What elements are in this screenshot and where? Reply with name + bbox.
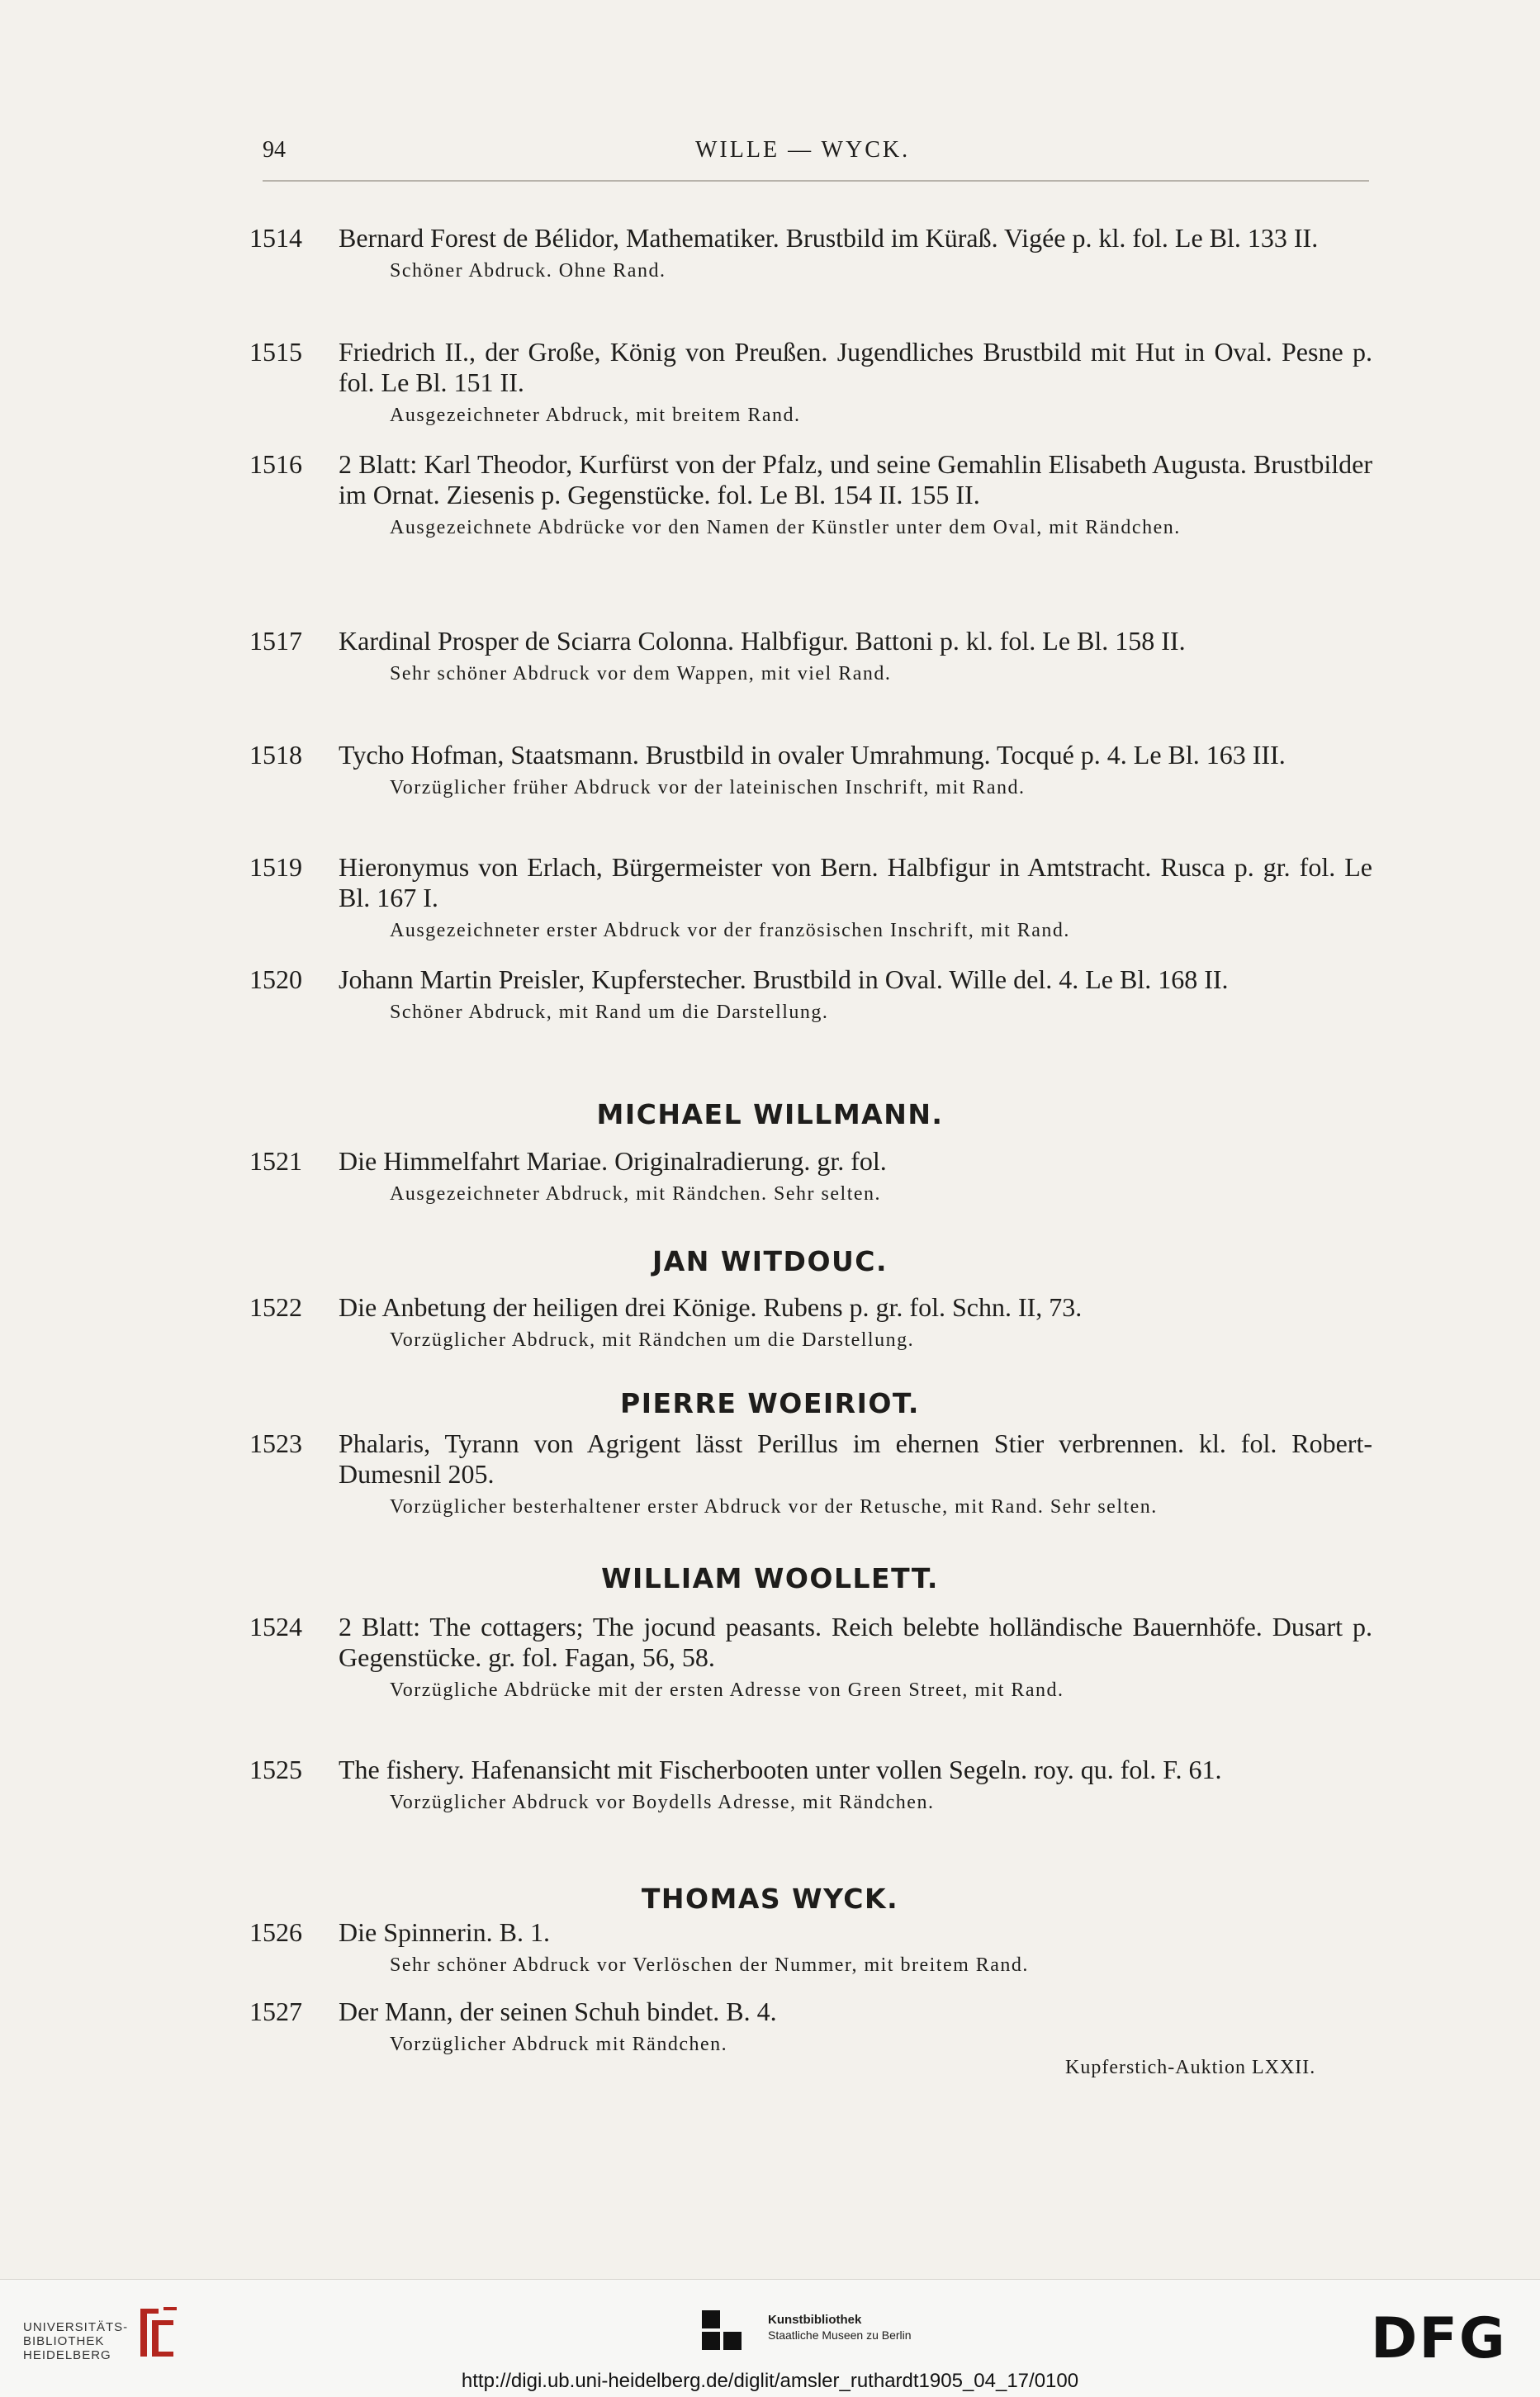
ub-line: UNIVERSITÄTS- [23, 2320, 129, 2334]
lot-number: 1524 [249, 1612, 302, 1641]
lot-text: The fishery. Hafenansicht mit Fischerbooten unter vollen Segeln. roy. qu. fol. F. 61. [339, 1755, 1222, 1784]
lot-1522 [249, 1292, 1372, 1354]
lot-note: Vorzüglicher besterhaltener erster Abdruck vor der Retusche, mit Rand. Sehr selten. [390, 1496, 1158, 1518]
lot-1525 [249, 1755, 1372, 1817]
catalogue-footer: Kupferstich-Auktion LXXII. [1065, 2057, 1316, 2078]
artist-heading-wyck: THOMAS WYCK. [641, 1883, 899, 1915]
lot-number: 1527 [249, 1997, 302, 2026]
lot-text: Phalaris, Tyrann von Agrigent lässt Perillus im ehernen Stier verbrennen. kl. fol. Robert-Dumesnil 205. [339, 1428, 1372, 1489]
lot-number: 1519 [249, 852, 302, 882]
lot-1517 [249, 626, 1372, 688]
lot-note: Ausgezeichneter Abdruck, mit Rändchen. Sehr selten. [390, 1183, 882, 1205]
page-number: 94 [263, 137, 286, 163]
lot-number: 1515 [249, 337, 302, 367]
artist-heading-willmann: MICHAEL WILLMANN. [596, 1098, 944, 1130]
kb-subtitle: Staatliche Museen zu Berlin [768, 2328, 912, 2342]
lot-1523 [249, 1428, 1372, 1521]
lot-number: 1516 [249, 449, 302, 479]
lot-text: Die Anbetung der heiligen drei Könige. Rubens p. gr. fol. Schn. II, 73. [339, 1292, 1083, 1322]
ub-line: HEIDELBERG [23, 2348, 111, 2362]
lot-note: Vorzügliche Abdrücke mit der ersten Adresse von Green Street, mit Rand. [390, 1679, 1064, 1701]
lot-1526 [249, 1917, 1372, 1979]
kunstbibliothek-text[interactable] [768, 2312, 912, 2343]
lot-note: Ausgezeichneter erster Abdruck vor der französischen Inschrift, mit Rand. [390, 920, 1070, 941]
lot-text: 2 Blatt: The cottagers; The jocund peasants. Reich belebte holländische Bauernhöfe. Dusart p. Gegenstücke. gr. fol. Fagan, 56, 58. [339, 1612, 1372, 1672]
lot-text: 2 Blatt: Karl Theodor, Kurfürst von der Pfalz, und seine Gemahlin Elisabeth Augusta. Brustbilder im Ornat. Ziesenis p. Gegenstücke. fol. Le Bl. 154 II. 155 II. [339, 449, 1372, 509]
lot-text: Friedrich II., der Große, König von Preußen. Jugendliches Brustbild mit Hut in Oval. Pesne p. fol. Le Bl. 151 II. [339, 337, 1372, 397]
lot-1516 [249, 449, 1372, 542]
kunstbibliothek-logo-icon[interactable] [702, 2310, 761, 2350]
lot-text: Die Spinnerin. B. 1. [339, 1917, 550, 1947]
header-rule [263, 180, 1369, 182]
lot-number: 1520 [249, 964, 302, 994]
lot-note: Vorzüglicher Abdruck vor Boydells Adresse, mit Rändchen. [390, 1792, 935, 1813]
lot-text: Johann Martin Preisler, Kupferstecher. Brustbild in Oval. Wille del. 4. Le Bl. 168 II. [339, 964, 1229, 994]
lot-1520 [249, 964, 1372, 1026]
lot-note: Ausgezeichnete Abdrücke vor den Namen der Künstler unter dem Oval, mit Rändchen. [390, 517, 1181, 538]
dfg-logo[interactable]: DFG [1371, 2306, 1507, 2371]
lot-note: Vorzüglicher Abdruck mit Rändchen. [390, 2034, 728, 2055]
lot-note: Vorzüglicher früher Abdruck vor der lateinischen Inschrift, mit Rand. [390, 777, 1026, 798]
lot-number: 1523 [249, 1428, 302, 1458]
lot-1519 [249, 852, 1372, 945]
lot-1521 [249, 1146, 1372, 1208]
lot-note: Vorzüglicher Abdruck, mit Rändchen um die Darstellung. [390, 1329, 915, 1351]
lot-text: Tycho Hofman, Staatsmann. Brustbild in ovaler Umrahmung. Tocqué p. 4. Le Bl. 163 III. [339, 740, 1286, 770]
lot-1527 [249, 1997, 1372, 2058]
lot-text: Bernard Forest de Bélidor, Mathematiker. Brustbild im Küraß. Vigée p. kl. fol. Le Bl. 133 II. [339, 223, 1319, 253]
lot-number: 1526 [249, 1917, 302, 1947]
artist-heading-woeiriot: PIERRE WOEIRIOT. [620, 1387, 920, 1419]
lot-note: Schöner Abdruck, mit Rand um die Darstellung. [390, 1002, 829, 1023]
lot-number: 1518 [249, 740, 302, 770]
running-title: WILLE — WYCK. [695, 137, 911, 163]
lot-note: Sehr schöner Abdruck vor dem Wappen, mit viel Rand. [390, 663, 892, 685]
lot-1518 [249, 740, 1372, 802]
kb-name: Kunstbibliothek [768, 2313, 862, 2327]
ub-heidelberg-logo-icon[interactable] [134, 2304, 180, 2361]
ub-line: BIBLIOTHEK [23, 2334, 105, 2348]
artist-heading-witdouc: JAN WITDOUC. [652, 1245, 888, 1277]
lot-1524 [249, 1612, 1372, 1704]
lot-number: 1522 [249, 1292, 302, 1322]
lot-number: 1525 [249, 1755, 302, 1784]
lot-number: 1517 [249, 626, 302, 656]
lot-text: Hieronymus von Erlach, Bürgermeister von Bern. Halbfigur in Amtstracht. Rusca p. gr. fol. Le Bl. 167 I. [339, 852, 1372, 912]
lot-note: Schöner Abdruck. Ohne Rand. [390, 260, 666, 282]
artist-heading-woollett: WILLIAM WOOLLETT. [601, 1562, 939, 1594]
lot-1515 [249, 337, 1372, 429]
lot-text: Die Himmelfahrt Mariae. Originalradierung. gr. fol. [339, 1146, 887, 1176]
permalink-url[interactable]: http://digi.ub.uni-heidelberg.de/diglit/amsler_ruthardt1905_04_17/0100 [461, 2370, 1079, 2392]
lot-1514 [249, 223, 1372, 285]
lot-note: Sehr schöner Abdruck vor Verlöschen der Nummer, mit breitem Rand. [390, 1954, 1029, 1976]
lot-number: 1521 [249, 1146, 302, 1176]
lot-text: Kardinal Prosper de Sciarra Colonna. Halbfigur. Battoni p. kl. fol. Le Bl. 158 II. [339, 626, 1186, 656]
ub-heidelberg-text[interactable] [23, 2320, 128, 2362]
lot-text: Der Mann, der seinen Schuh bindet. B. 4. [339, 1997, 777, 2026]
lot-number: 1514 [249, 223, 302, 253]
lot-note: Ausgezeichneter Abdruck, mit breitem Rand. [390, 405, 801, 426]
